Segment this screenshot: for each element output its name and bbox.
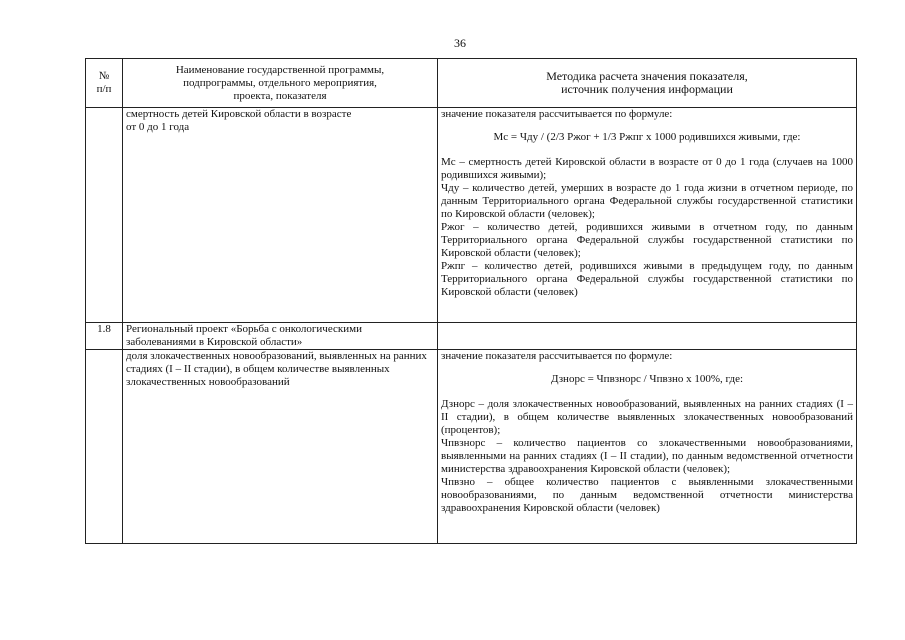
- method-lead: значение показателя рассчитывается по формуле:: [441, 350, 673, 362]
- definition: Мс – смертность детей Кировской области в возрасте от 0 до 1 года (случаев на 1000 родившихся живыми);: [441, 156, 853, 181]
- indicator-name: [123, 108, 438, 323]
- project-name: Региональный проект «Борьба с онкологическими заболеваниями в Кировской области»: [123, 323, 438, 350]
- indicator-name: доля злокачественных новообразований, выявленных на ранних стадиях (I – II стадии), в общем количестве выявленных злокачественных новообразований: [123, 350, 438, 544]
- definition: Ржпг – количество детей, родившихся живыми в предыдущем году, по данным Территориального органа Федеральной службы государственной статистики по Кировской области (человек): [441, 260, 853, 298]
- header-name-text: Наименование государственной программы, подпрограммы, отдельного мероприятия, проекта, показателя: [175, 63, 385, 102]
- indicator-name-text: смертность детей Кировской области в возрасте от 0 до 1 года: [126, 108, 352, 133]
- definition: Чду – количество детей, умерших в возрасте до 1 года жизни в отчетном периоде, по данным Территориального органа Федеральной службы государственной статистики по Кировской области (человек);: [441, 182, 853, 220]
- header-number: [86, 59, 123, 108]
- table-row: [86, 350, 857, 544]
- row-number: 1.8: [86, 323, 123, 350]
- definition: Ржог – количество детей, родившихся живыми в отчетном году, по данным Территориального органа Федеральной службы государственной статистики по Кировской области (человек);: [441, 221, 853, 259]
- header-name: [123, 59, 438, 108]
- page-number: 36: [454, 36, 466, 50]
- method-formula: Дзнорс = Чпвзнорс / Чпвзно х 100%, где:: [550, 373, 744, 385]
- row-number: [86, 350, 123, 544]
- header-method-text: Методика расчета значения показателя, источник получения информации: [546, 69, 748, 96]
- indicator-table: [85, 58, 857, 544]
- definition: Дзнорс – доля злокачественных новообразований, выявленных на ранних стадиях (I – II стадии), в общем количестве выявленных злокачественных новообразований (процентов);: [441, 398, 853, 436]
- indicator-method: [438, 108, 857, 323]
- table-row: [86, 108, 857, 323]
- indicator-method: [438, 350, 857, 544]
- method-lead: значение показателя рассчитывается по формуле:: [441, 108, 673, 120]
- header-method: [438, 59, 857, 108]
- definition: Чпвзно – общее количество пациентов с выявленными злокачественными новообразованиями, по данным ведомственной отчетности министерства здравоохранения Кировской области (человек): [441, 476, 853, 514]
- table-header-row: [86, 59, 857, 108]
- definition: Чпвзнорс – количество пациентов со злокачественными новообразованиями, выявленными на ранних стадиях (I – II стадии), по данным ведомственной отчетности министерства здравоохранения Кировской области (человек);: [441, 437, 853, 475]
- method-formula: Мс = Чду / (2/3 Ржог + 1/3 Ржпг х 1000 родившихся живыми, где:: [493, 131, 801, 143]
- header-number-text: № п/п: [96, 70, 112, 95]
- row-number: [86, 108, 123, 323]
- project-method: [438, 323, 857, 350]
- table-row: [86, 323, 857, 350]
